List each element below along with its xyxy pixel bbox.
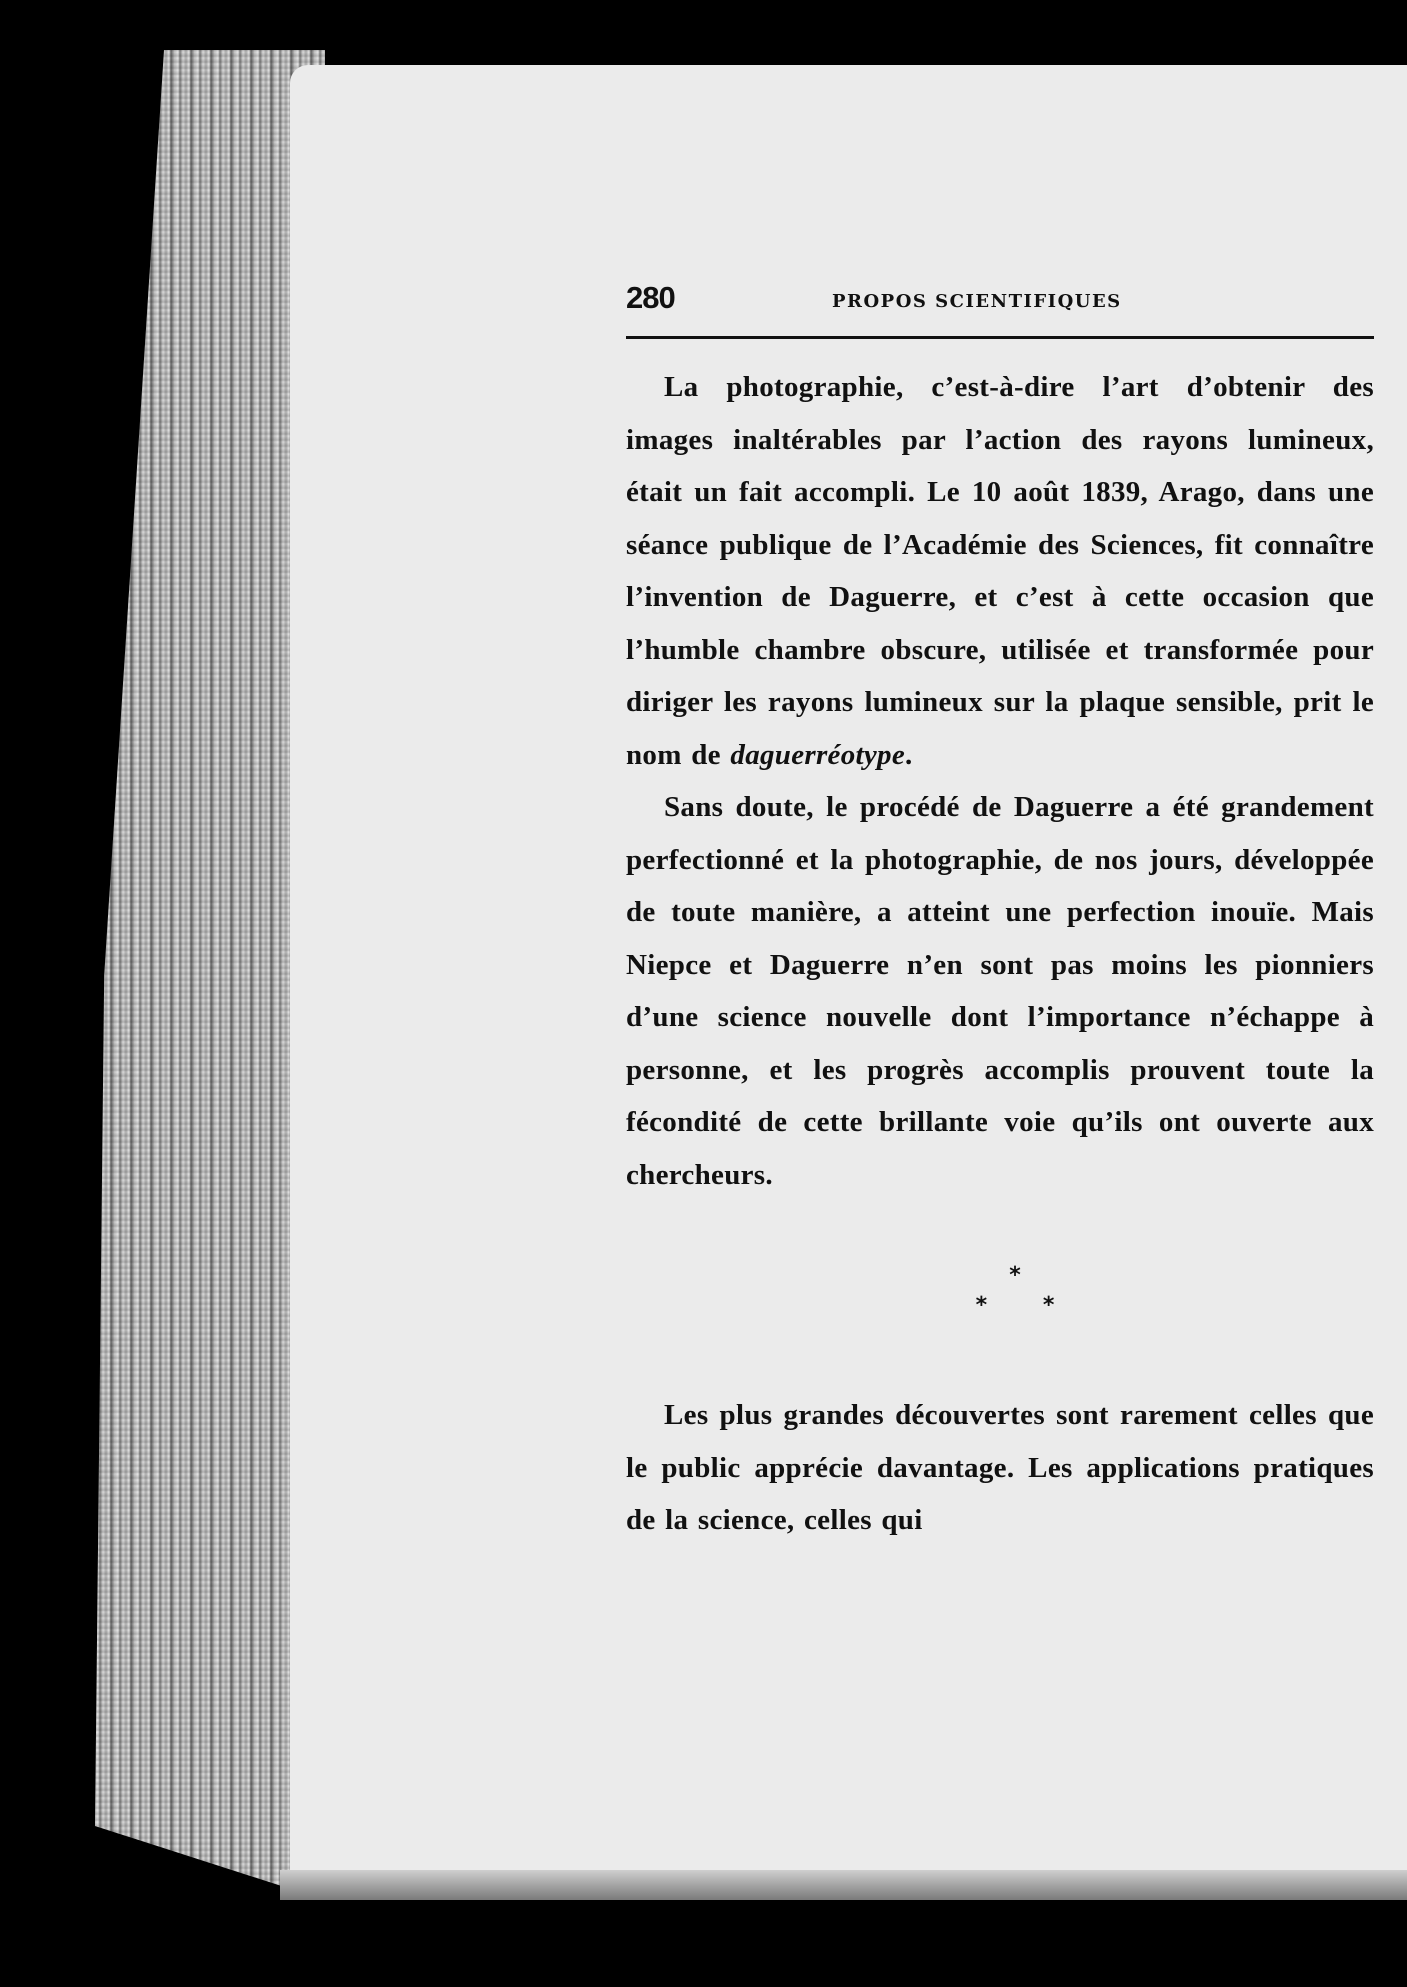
running-head xyxy=(626,270,1374,320)
paragraph-1-text: La photographie, c’est-à-dire l’art d’obtenir des images inaltérables par l’action des rayons lumineux, était un fait accompli. Le 10 août 1839, Arago, dans une séance publique de l’Académie des Sciences, fit connaître l’invention de Daguerre, et c’est à cette occasion que l’humble chambre obscure, utilisée et transformée pour diriger les rayons lumineux sur la plaque sensible, prit le nom de xyxy=(626,371,1374,771)
paragraph-1 xyxy=(626,361,1374,781)
section-separator xyxy=(626,1261,1374,1321)
page-number: 280 xyxy=(626,280,675,315)
separator-top-star: * xyxy=(1009,1263,1021,1288)
paragraph-2-text: Sans doute, le procédé de Daguerre a été grandement perfectionné et la photographie, de nos jours, développée de toute manière, a atteint une perfection inouïe. Mais Niepce et Daguerre n’en sont pas moins les pionniers d’une science nouvelle dont l’importance n’échappe à personne, et les progrès accomplis prouvent toute la fécondité de cette brillante voie qu’ils ont ouverte aux chercheurs. xyxy=(626,791,1374,1191)
paragraph-3-text: Les plus grandes découvertes sont rarement celles que le public apprécie davantage. Les applications pratiques de la science, celles qui xyxy=(626,1399,1374,1536)
separator-bottom-stars: * * xyxy=(975,1293,1079,1318)
paragraph-1-end: . xyxy=(905,738,913,771)
paragraph-2 xyxy=(626,781,1374,1201)
paragraph-3 xyxy=(626,1389,1374,1547)
header-rule xyxy=(626,336,1374,339)
page-content xyxy=(626,270,1374,1547)
paragraph-1-italic-term: daguerréotype xyxy=(730,738,906,771)
running-title: PROPOS SCIENTIFIQUES xyxy=(832,291,1122,312)
page-bottom-edge xyxy=(280,1870,1407,1900)
